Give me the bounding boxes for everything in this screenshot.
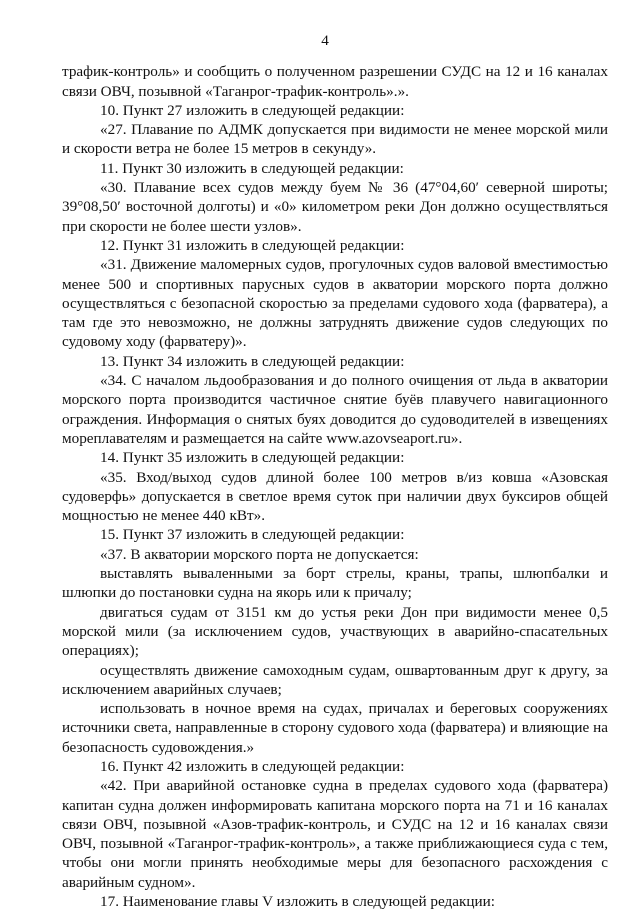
paragraph-item-10: 10. Пункт 27 изложить в следующей редакции: [100,101,405,119]
paragraph-clause-34: «34. С началом льдообразования и до полного очищения от льда в акватории морского порта производится частичное снятие буёв плавучего навигационного ограждения. Информация о снятых буях доводится до судоводителей в извещениях мореплавателям и размещается на сайте www.azovseaport.ru». [62,372,608,447]
paragraph-clause-42: «42. При аварийной остановке судна в пределах судового хода (фарватера) капитан судна должен информировать капитана морского порта на 71 и 16 каналах связи ОВЧ, позывной «Азов-трафик-контроль, и СУДС на 12 и 16 каналах связи ОВЧ, позывной «Таганрог-трафик-контроль», а также приближающиеся суда с тем, чтобы они могли принять необходимые меры для безопасного расхождения с аварийным судном». [62,777,608,891]
paragraph-clause-37-item-3: осуществлять движение самоходным судам, ошвартованным друг к другу, за исключением аварийных случаев; [62,661,608,698]
paragraph-clause-31: «31. Движение маломерных судов, прогулочных судов валовой вместимостью менее 500 и спортивных парусных судов в акватории морского порта должно осуществляться с безопасной скоростью за пределами судового хода (фарватера), а там где это невозможно, не должны затруднять движение судов следующих по судовому ходу (фарватеру)». [62,256,608,351]
paragraph-clause-30: «30. Плавание всех судов между буем № 36 (47°04,60′ северной широты; 39°08,50′ восточной долготы) и «0» километром реки Дон должно осуществляться при скорости не более шести узлов». [62,179,608,235]
paragraph-item-14: 14. Пункт 35 изложить в следующей редакции: [100,449,405,467]
paragraph-clause-35: «35. Вход/выход судов длиной более 100 метров в/из ковша «Азовская судоверфь» допускается в светлое время суток при наличии двух буксиров общей мощностью не менее 440 кВт». [62,468,608,525]
paragraph-clause-37-item-4: использовать в ночное время на судах, причалах и береговых сооружениях источники света, направленные в сторону судового хода (фарватера) и влияющие на безопасность судовождения.» [62,700,608,756]
paragraph-continuation: трафик-контроль» и сообщить о полученном разрешении СУДС на 12 и 16 каналах связи ОВЧ, позывной «Таганрог-трафик-контроль».». [62,63,608,100]
paragraph-item-16: 16. Пункт 42 изложить в следующей редакции: [100,757,405,775]
document-body [62,62,608,911]
paragraph-clause-27: «27. Плавание по АДМК допускается при видимости не менее морской мили и скорости ветра не более 15 метров в секунду». [62,121,608,158]
paragraph-clause-37-item-2: двигаться судам от 3151 км до устья реки Дон при видимости менее 0,5 морской мили (за исключением судов, участвующих в аварийно-спасательных операциях); [62,603,608,660]
paragraph-item-13: 13. Пункт 34 изложить в следующей редакции: [100,352,405,370]
paragraph-clause-37: «37. В акватории морского порта не допускается: [100,545,419,563]
paragraph-item-11: 11. Пункт 30 изложить в следующей редакции: [100,159,404,177]
page-number: 4 [321,32,329,49]
paragraph-item-12: 12. Пункт 31 изложить в следующей редакции: [100,236,405,254]
paragraph-item-15: 15. Пункт 37 изложить в следующей редакции: [100,526,405,544]
paragraph-item-17: 17. Наименование главы V изложить в следующей редакции: [100,893,495,911]
paragraph-clause-37-item-1: выставлять вываленными за борт стрелы, краны, трапы, шлюпбалки и шлюпки до постановки судна на якорь или к причалу; [62,565,608,602]
